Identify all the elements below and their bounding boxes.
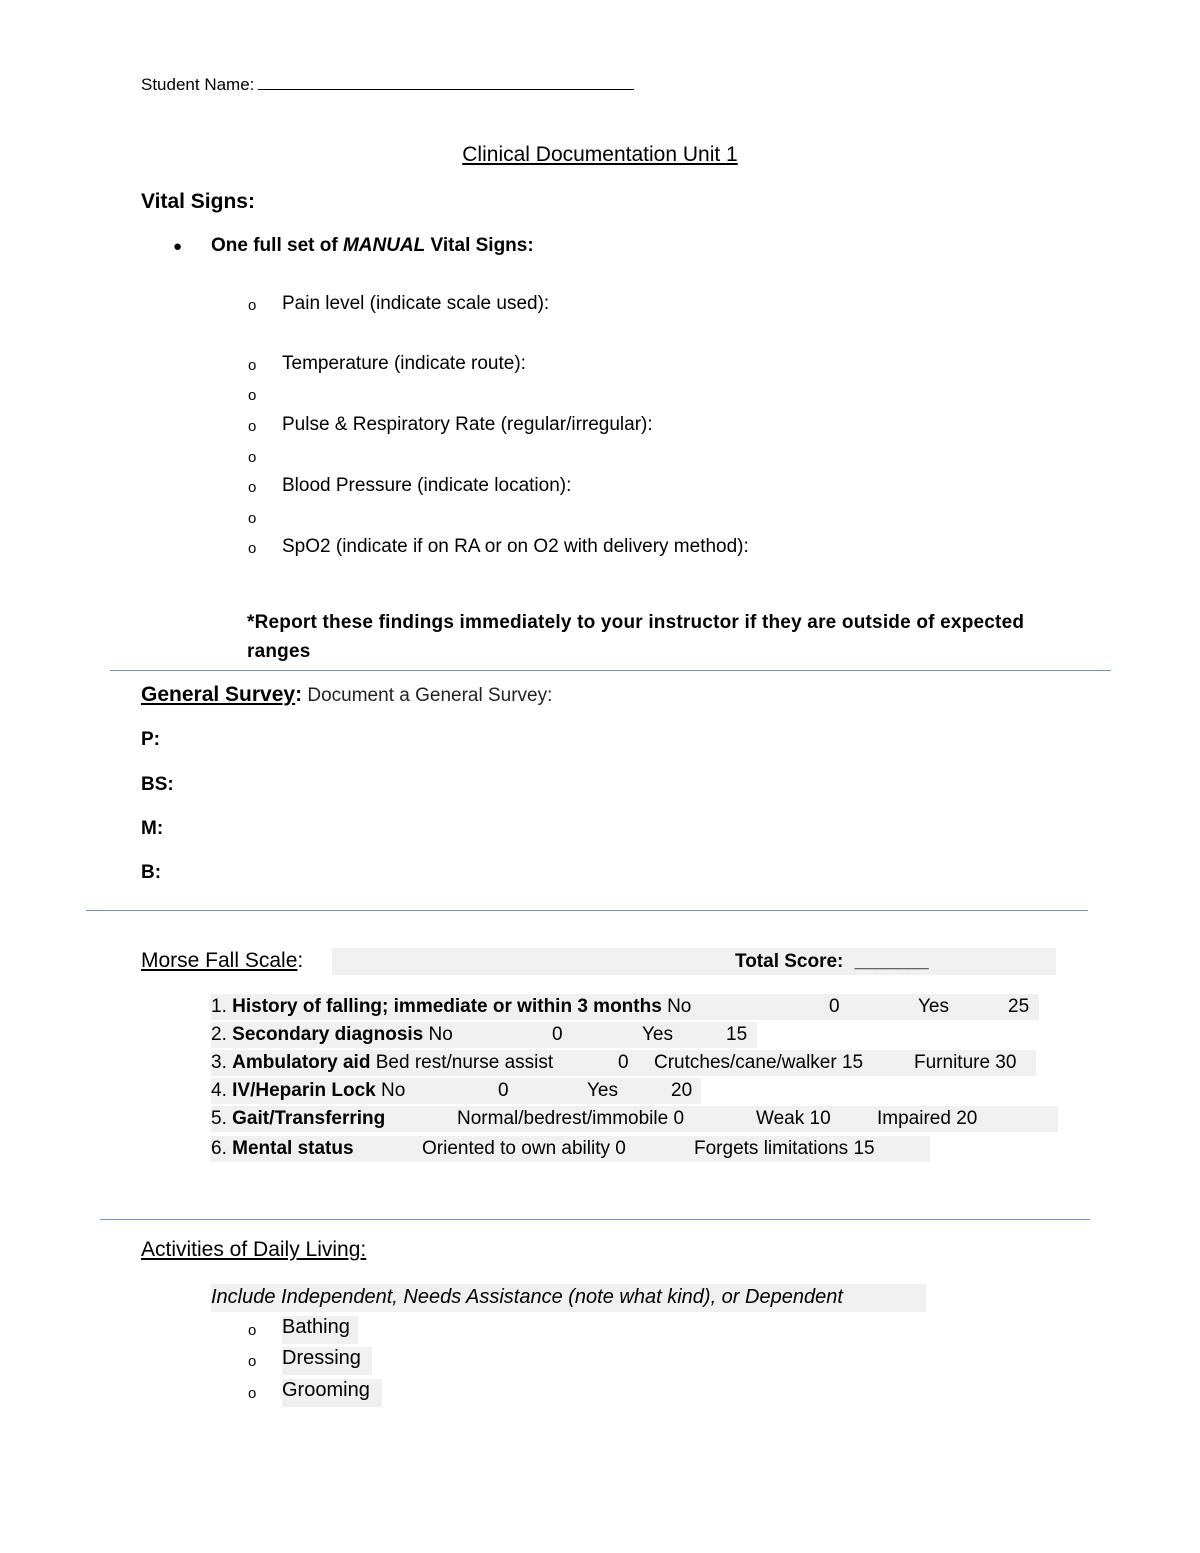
row-label: Gait/Transferring <box>232 1108 386 1129</box>
total-score-blank[interactable]: _______ <box>854 951 929 972</box>
sub-bullet-icon: o <box>248 449 257 466</box>
total-score-label: Total Score: <box>735 951 844 972</box>
row-option: No <box>661 996 692 1017</box>
general-survey-instruction: Document a General Survey: <box>302 685 553 706</box>
adl-heading: Activities of Daily Living: <box>141 1238 367 1261</box>
section-divider <box>86 910 1088 911</box>
row-score: 25 <box>1008 996 1030 1017</box>
row-option: Crutches/cane/walker 15 <box>654 1052 864 1073</box>
row-score: 0 <box>498 1080 509 1101</box>
row-num: 2. <box>211 1024 227 1045</box>
row-num: 1. <box>211 996 227 1017</box>
row-label: Ambulatory aid <box>232 1052 371 1073</box>
general-survey-heading-row <box>141 683 552 707</box>
adl-item-grooming: Grooming <box>282 1379 370 1401</box>
vital-item-temperature: Temperature (indicate route): <box>282 353 526 374</box>
row-option: Oriented to own ability 0 <box>422 1138 626 1159</box>
morse-row-5 <box>211 1108 385 1130</box>
page-title: Clinical Documentation Unit 1 <box>462 143 738 166</box>
row-num: 6. <box>211 1138 227 1159</box>
morse-row-3 <box>211 1052 553 1074</box>
section-divider <box>110 670 1111 671</box>
sub-bullet-icon: o <box>248 1322 257 1339</box>
gs-field-bs: BS: <box>141 774 174 795</box>
vital-item-spo2: SpO2 (indicate if on RA or on O2 with delivery method): <box>282 536 749 557</box>
morse-row-1 <box>211 996 691 1018</box>
row-score: 15 <box>726 1024 748 1045</box>
sub-bullet-icon: o <box>248 1353 257 1370</box>
row-option: Weak 10 <box>756 1108 831 1129</box>
row-option: Bed rest/nurse assist <box>370 1052 554 1073</box>
row-label: History of falling; immediate or within 3 months <box>232 996 662 1017</box>
sub-bullet-icon: o <box>248 1385 257 1402</box>
row-score: 20 <box>671 1080 693 1101</box>
morse-heading-row <box>141 949 303 973</box>
row-option: Yes <box>642 1024 673 1045</box>
row-score: 0 <box>829 996 840 1017</box>
morse-row-6 <box>211 1138 354 1160</box>
manual-vitals-bullet <box>211 235 534 257</box>
gs-field-m: M: <box>141 818 164 839</box>
vital-item-pulse-resp: Pulse & Respiratory Rate (regular/irregular): <box>282 414 653 435</box>
adl-item-dressing: Dressing <box>282 1347 361 1369</box>
sub-bullet-icon: o <box>248 479 257 496</box>
row-option: Furniture 30 <box>914 1052 1017 1073</box>
row-label: Secondary diagnosis <box>232 1024 424 1045</box>
row-score: 0 <box>552 1024 563 1045</box>
row-option: No <box>375 1080 406 1101</box>
gs-field-p: P: <box>141 729 160 750</box>
student-name-field[interactable] <box>141 74 634 95</box>
sub-bullet-icon: o <box>248 387 257 404</box>
morse-row-2 <box>211 1024 453 1046</box>
morse-colon: : <box>297 949 304 972</box>
row-score: 0 <box>618 1052 629 1073</box>
student-name-label: Student Name: <box>141 75 255 94</box>
adl-instruction: Include Independent, Needs Assistance (note what kind), or Dependent <box>211 1286 843 1308</box>
manual-vitals-emph: MANUAL <box>342 235 426 256</box>
vital-item-pain: Pain level (indicate scale used): <box>282 293 550 314</box>
gs-field-b: B: <box>141 862 162 883</box>
manual-vitals-suffix: Vital Signs: <box>425 235 534 256</box>
manual-vitals-prefix: One full set of <box>211 235 343 256</box>
row-num: 4. <box>211 1080 227 1101</box>
sub-bullet-icon: o <box>248 510 257 527</box>
row-option: Yes <box>587 1080 618 1101</box>
bullet-icon: ● <box>173 238 183 255</box>
total-score[interactable] <box>735 951 929 973</box>
sub-bullet-icon: o <box>248 418 257 435</box>
section-divider <box>100 1219 1090 1220</box>
vital-signs-heading: Vital Signs: <box>141 190 255 213</box>
morse-heading-shade <box>332 948 1056 975</box>
row-option: Yes <box>918 996 949 1017</box>
row-num: 3. <box>211 1052 227 1073</box>
vital-item-blood-pressure: Blood Pressure (indicate location): <box>282 475 572 496</box>
row-label: Mental status <box>232 1138 354 1159</box>
sub-bullet-icon: o <box>248 297 257 314</box>
student-name-blank[interactable] <box>258 74 634 90</box>
row-option: No <box>423 1024 453 1045</box>
row-num: 5. <box>211 1108 227 1129</box>
morse-heading: Morse Fall Scale <box>141 949 298 972</box>
general-survey-heading: General Survey <box>141 683 296 706</box>
report-note: *Report these findings immediately to your instructor if they are outside of expected ranges <box>247 612 1025 662</box>
row-label: IV/Heparin Lock <box>232 1080 376 1101</box>
general-survey-colon: : <box>295 683 303 706</box>
row-option: Normal/bedrest/immobile 0 <box>457 1108 685 1129</box>
row-option: Impaired 20 <box>877 1108 978 1129</box>
sub-bullet-icon: o <box>248 540 257 557</box>
adl-item-bathing: Bathing <box>282 1316 350 1338</box>
sub-bullet-icon: o <box>248 357 257 374</box>
row-option: Forgets limitations 15 <box>694 1138 875 1159</box>
morse-row-4 <box>211 1080 405 1102</box>
